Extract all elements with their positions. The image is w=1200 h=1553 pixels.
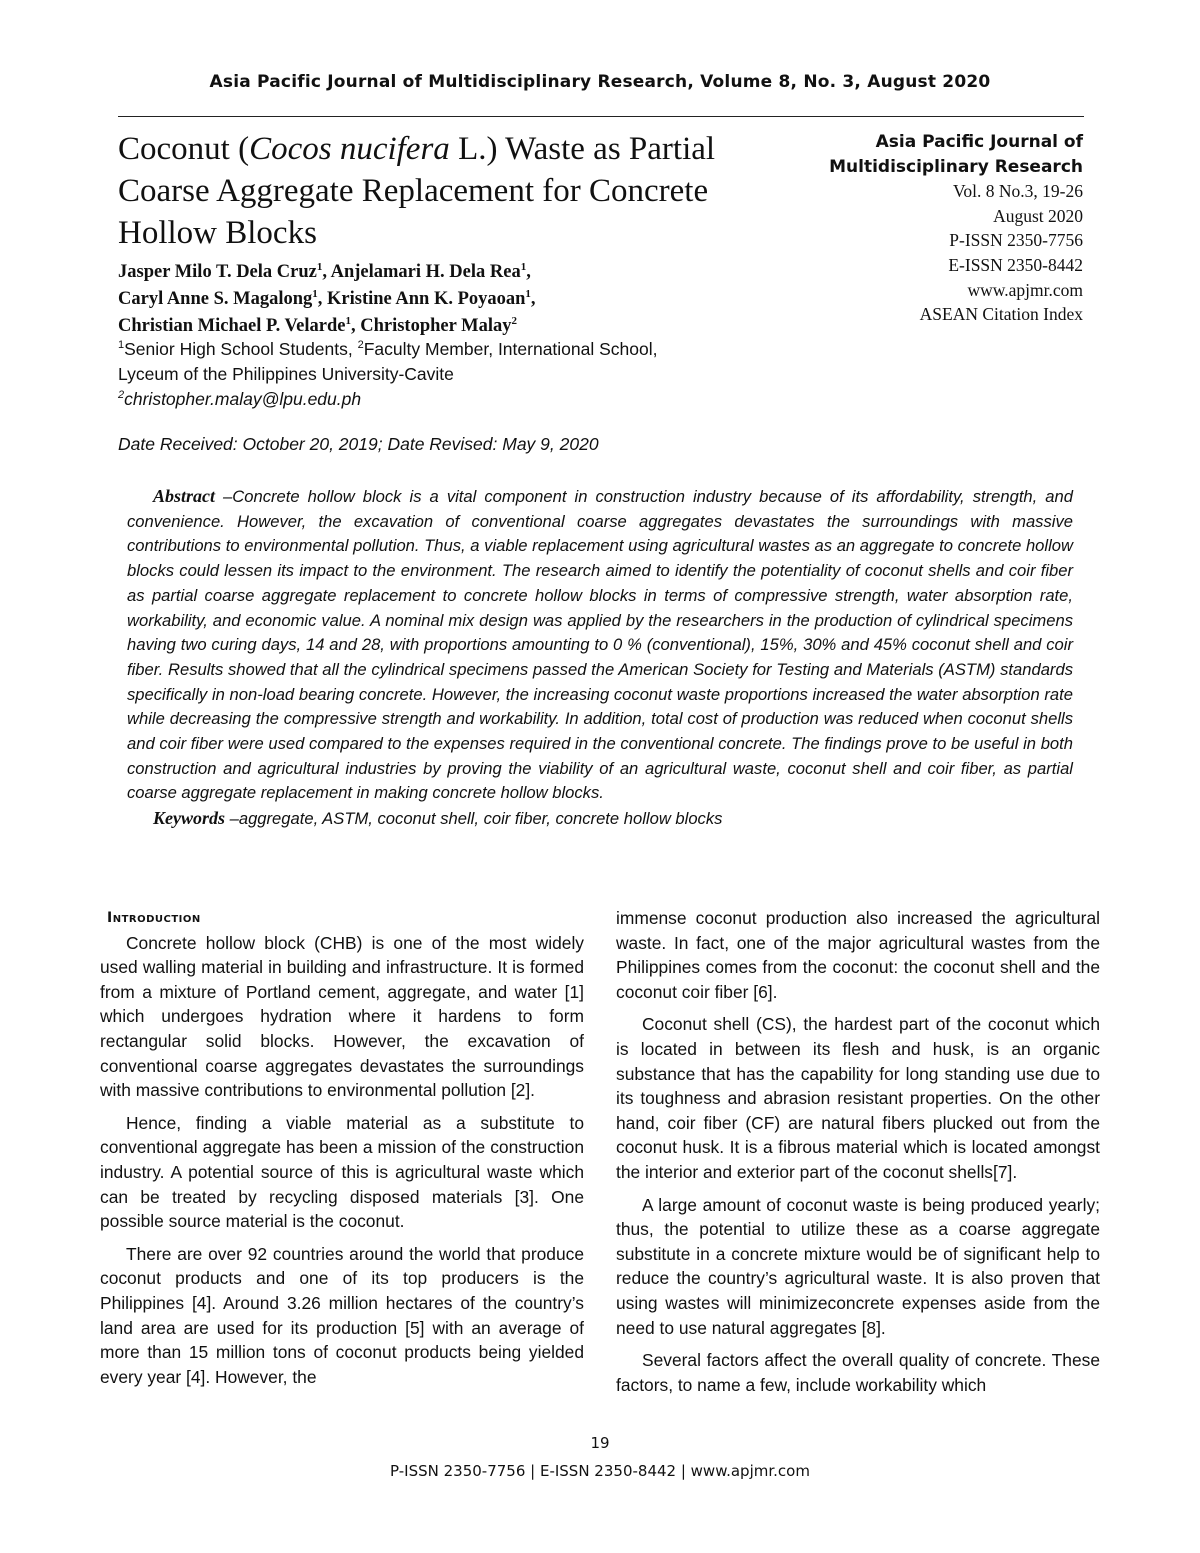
- paper-title: [118, 128, 808, 254]
- author: Anjelamari H. Dela Rea: [330, 262, 521, 282]
- journal-name-line-1: Asia Pacific Journal of: [875, 132, 1083, 152]
- page-footer: P-ISSN 2350-7756 | E-ISSN 2350-8442 | www.apjmr.com: [390, 1462, 810, 1480]
- corresponding-email[interactable]: [118, 387, 838, 412]
- author: Christian Michael P. Velarde: [118, 316, 346, 336]
- paragraph: A large amount of coconut waste is being produced yearly; thus, the potential to utilize these as a coarse aggregate substitute in a concrete mixture would be of significant help to reduce the country’s agricultural waste. It is also proven that using wastes will minimizeconcrete expenses aside from the need to use natural aggregates [8].: [616, 1194, 1100, 1338]
- page-number: 19: [590, 1434, 610, 1452]
- running-head: Asia Pacific Journal of Multidisciplinary Research, Volume 8, No. 3, August 2020: [209, 72, 991, 92]
- paragraph: Several factors affect the overall quality of concrete. These factors, to name a few, include workability which: [616, 1350, 1100, 1395]
- author-affiliation-mark: 2: [511, 314, 517, 327]
- journal-website[interactable]: www.apjmr.com: [967, 279, 1083, 300]
- paragraph: There are over 92 countries around the world that produce coconut products and one of its top producers is the Philippines [4]. Around 3.26 million hectares of the country’s land area are used for its production [5] with an average of more than 15 million tons of coconut products being yielded every year [4]. However, the: [100, 1243, 584, 1387]
- affiliation-line-1: [118, 337, 838, 362]
- journal-date: August 2020: [993, 205, 1083, 226]
- affiliation-mark: 2: [357, 339, 364, 352]
- journal-e-issn: E-ISSN 2350-8442: [948, 254, 1083, 275]
- paragraph: Coconut shell (CS), the hardest part of the coconut which is located in between its flesh and husk, is an organic substance that has the capability for long standing use due to its toughness and abrasion resistant properties. On the other hand, coir fiber (CF) are natural fibers plucked out from the coconut husk. It is a fibrous material which is located amongst the interior and exterior part of the coconut shells[7].: [616, 1014, 1100, 1182]
- journal-index: ASEAN Citation Index: [919, 304, 1083, 325]
- affiliation-text: Senior High School Students,: [124, 339, 358, 359]
- author-separator: ,: [322, 262, 331, 282]
- author: Jasper Milo T. Dela Cruz: [118, 262, 317, 282]
- author: Caryl Anne S. Magalong: [118, 289, 313, 309]
- affiliation-mark: 1: [118, 339, 125, 352]
- paragraph-continuation: immense coconut production also increased the agricultural waste. In fact, one of the major agricultural wastes from the Philippines comes from the coconut: the coconut shell and the coconut coir fiber [6].: [616, 908, 1100, 1002]
- abstract-label: Abstract: [153, 486, 216, 506]
- journal-name-line-2: Multidisciplinary Research: [829, 156, 1083, 177]
- affiliations: [118, 337, 838, 412]
- abstract: [127, 484, 1073, 832]
- keywords: [127, 806, 1073, 832]
- abstract-text: –Concrete hollow block is a vital component in construction industry because of its affordability, strength, and convenience. However, the excavation of conventional coarse aggregates devastates the surroundings with massive contributions to environmental pollution. Thus, a viable replacement using agricultural wastes as an aggregate to concrete hollow blocks could lessen its impact to the environment. The research aimed to identify the potentiality of coconut shells and coir fiber as partial coarse aggregate replacement to concrete hollow blocks in terms of compressive strength, water absorption rate, workability, and economic value. A nominal mix design was applied by the researchers in the production of cylindrical specimens having two curing days, 14 and 28, with proportions amounting to 0 % (conventional), 15%, 30% and 45% coconut shell and coir fiber. Results showed that all the cylindrical specimens passed the American Society for Testing and Materials (ASTM) standards specifically in non-load bearing concrete. However, the increasing coconut waste proportions increased the water absorption rate while decreasing the compressive strength and workability. In addition, total cost of production was reduced when coconut shells and coir fiber were used compared to the expenses required in the conventional concrete. The findings prove to be useful in both construction and agricultural industries by proving the viability of an agricultural waste, coconut shell and coir fiber, as partial coarse aggregate replacement in making concrete hollow blocks.: [127, 487, 1073, 803]
- author: Kristine Ann K. Poyaoan: [327, 289, 526, 309]
- left-column: [100, 906, 584, 1389]
- right-column: [616, 906, 1100, 1397]
- author-separator: ,: [350, 316, 361, 336]
- author-separator: ,: [530, 289, 536, 309]
- title-part-2: L.) Waste as Partial Coarse Aggregate Replacement for Concrete Hollow Blocks: [118, 131, 716, 251]
- paragraph: Hence, finding a viable material as a substitute to conventional aggregate has been a mission of the construction industry. A potential source of this is agricultural waste which can be treated by recycling disposed materials [3]. One possible source material is the coconut.: [100, 1112, 584, 1232]
- email-mark: 2: [118, 389, 125, 402]
- author-affiliation-mark: 1: [312, 287, 318, 300]
- section-heading-introduction: Introduction: [107, 910, 201, 926]
- author: Christopher Malay: [360, 316, 512, 336]
- paragraph: Concrete hollow block (CHB) is one of the most widely used walling material in building and infrastructure. It is formed from a mixture of Portland cement, aggregate, and water [1] which undergoes hydration where it hardens to form rectangular solid blocks. However, the excavation of conventional coarse aggregates devastates the surroundings with massive contributions to environmental pollution [2].: [100, 932, 584, 1101]
- title-scientific-name: Cocos nucifera: [249, 131, 450, 167]
- author-list: [118, 259, 818, 340]
- keywords-text: –aggregate, ASTM, coconut shell, coir fiber, concrete hollow blocks: [225, 809, 723, 829]
- journal-info-box: [783, 130, 1083, 327]
- author-affiliation-mark: 1: [525, 287, 531, 300]
- author-affiliation-mark: 1: [316, 260, 323, 273]
- title-part-1: Coconut (: [118, 131, 250, 167]
- submission-dates: Date Received: October 20, 2019; Date Revised: May 9, 2020: [118, 434, 599, 454]
- keywords-label: Keywords: [153, 808, 225, 829]
- affiliation-line-2: Lyceum of the Philippines University-Cavite: [118, 364, 454, 384]
- email-address[interactable]: christopher.malay@lpu.edu.ph: [124, 389, 362, 409]
- author-separator: ,: [317, 289, 328, 309]
- journal-volume: Vol. 8 No.3, 19-26: [953, 181, 1083, 202]
- author-affiliation-mark: 1: [345, 314, 351, 327]
- journal-p-issn: P-ISSN 2350-7756: [949, 230, 1083, 251]
- author-separator: ,: [526, 262, 531, 282]
- author-affiliation-mark: 1: [520, 260, 527, 273]
- affiliation-text: Faculty Member, International School,: [363, 339, 658, 359]
- header-rule: [118, 116, 1084, 117]
- abstract-body: [127, 484, 1073, 806]
